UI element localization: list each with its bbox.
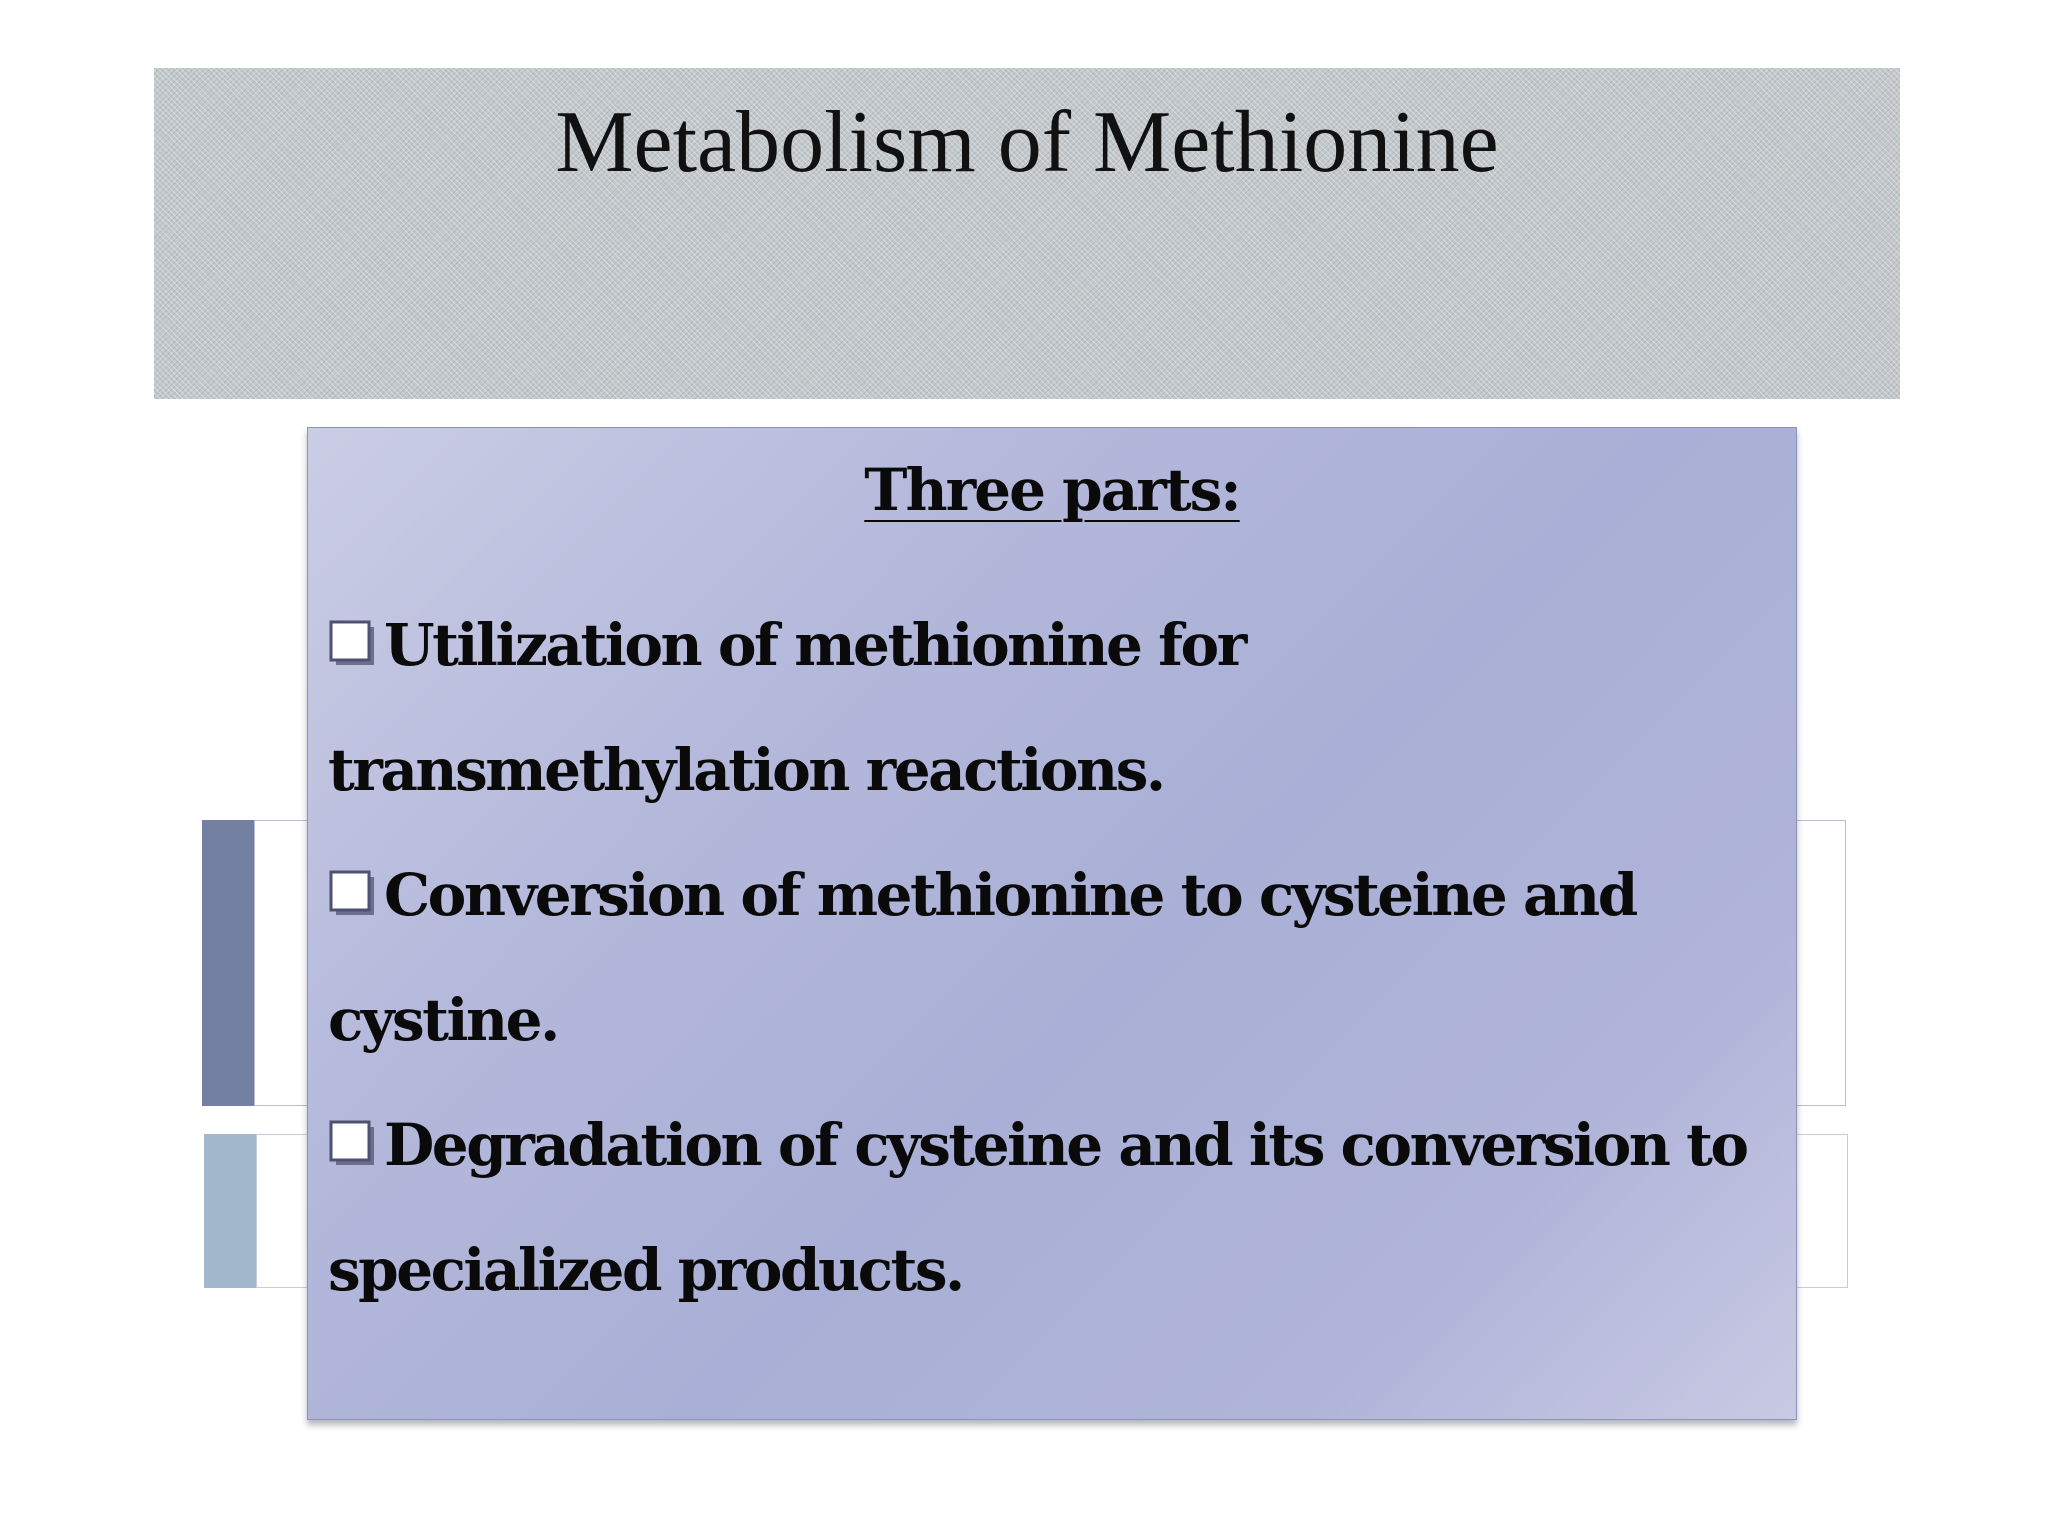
list-item: [328, 1083, 1778, 1333]
list-item-text: Conversion of methionine to cysteine and cystine.: [328, 861, 1636, 1054]
panel-heading: [308, 456, 1796, 524]
checkbox-icon: [328, 619, 376, 667]
checkbox-icon: [328, 869, 376, 917]
slide-title: Metabolism of Methionine: [555, 94, 1499, 191]
list-item: [328, 833, 1778, 1083]
checkbox-icon: [328, 1119, 376, 1167]
list-item-text: Degradation of cysteine and its conversion to specialized products.: [328, 1111, 1747, 1304]
panel-heading-text: Three parts:: [864, 456, 1240, 524]
list-item: [328, 583, 1778, 833]
list-item-text: Utilization of methionine for transmethylation reactions.: [328, 611, 1245, 804]
content-panel: [307, 427, 1797, 1420]
decorative-bar-dark: [202, 820, 254, 1106]
decorative-bar-light: [204, 1134, 256, 1288]
title-banner: [154, 68, 1900, 399]
bullet-list: [328, 583, 1778, 1333]
